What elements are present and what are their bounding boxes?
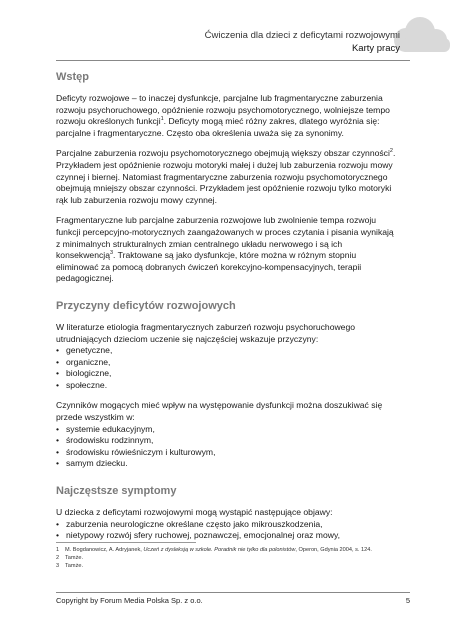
footnote-text: Tamże. xyxy=(65,555,84,562)
list-item xyxy=(56,380,400,392)
header-subtitle: Karty pracy xyxy=(351,43,400,54)
list-item xyxy=(56,424,400,436)
list-item-text: nietypowy rozwój sfery ruchowej, poznawczej, emocjonalnej oraz mowy, xyxy=(66,530,341,541)
list-item xyxy=(56,519,400,531)
footnote-number: 3 xyxy=(56,563,60,570)
paragraph: Czynników mogących mieć wpływ na występowanie dysfunkcji można doszukiwać się przede wszystkim w: xyxy=(56,400,383,423)
footnote-text: M. Bogdanowicz, A. Adryjanek, xyxy=(65,547,144,553)
main-content xyxy=(56,70,400,542)
bullet-icon: • xyxy=(56,345,60,356)
factors-list xyxy=(56,424,400,470)
footnote-number: 2 xyxy=(56,555,60,562)
footnote-divider xyxy=(56,542,196,543)
bullet-icon: • xyxy=(56,446,60,457)
list-item-text: zaburzenia neurologiczne określane często jako mikrouszkodzenia, xyxy=(66,518,323,529)
footnotes xyxy=(56,546,400,571)
paragraph-text: Fragmentaryczne lub parcjalne zaburzenia rozwojowe lub zwolnienie tempa rozwoju funkcji percepcyjno-motorycznych zaangażowanych w proces czytania i pisania wynikają z minimalnych strukturalnych zmian centralnego układu nerwowego i są ich konsekwencją xyxy=(56,215,394,261)
copyright-text: Copyright by Forum Media Polska Sp. z o.o. xyxy=(56,596,203,605)
paragraph: W literaturze etiologia fragmentarycznych zaburzeń rozwoju psychoruchowego utrudniających dzieciom uczenie się najczęściej wskazuje przyczyny: xyxy=(56,321,356,344)
footnote xyxy=(56,562,400,570)
list-item-text: systemie edukacyjnym, xyxy=(66,423,155,434)
footnote-ref: 1 xyxy=(160,116,164,123)
header-title: Ćwiczenia dla dzieci z deficytami rozwojowymi xyxy=(204,30,400,41)
paragraph-text: . Traktowane są jako dysfunkcje, które można w różnym stopniu eliminować za pomocą dobranych ćwiczeń korekcyjno-kompensacyjnych, terapii pedagogicznej. xyxy=(56,250,362,284)
list-item xyxy=(56,345,400,357)
bullet-icon: • xyxy=(56,530,60,541)
paragraph xyxy=(56,93,400,139)
list-item-text: biologiczne, xyxy=(66,368,112,379)
list-item xyxy=(56,447,400,459)
paragraph-text: . Deficyty mogą mieć różny zakres, dlatego wyróżnia się: parcjalne i fragmentaryczne. Często oba określenia uważa się za synonimy. xyxy=(56,116,380,138)
footnote-ref: 3 xyxy=(109,250,114,257)
footnote xyxy=(56,554,400,562)
footnote-text: , Operon, Gdynia 2004, s. 124. xyxy=(295,547,372,553)
bullet-icon: • xyxy=(56,518,60,529)
bullet-icon: • xyxy=(56,435,60,446)
section-heading-wstep: Wstęp xyxy=(56,71,89,83)
footnote-title: Uczeń z dysleksją w szkole. Poradnik nie tylko dla polonistów xyxy=(143,547,296,553)
list-item-text: organiczne, xyxy=(66,356,111,367)
paragraph xyxy=(56,215,400,285)
list-item xyxy=(56,368,400,380)
bullet-icon: • xyxy=(56,458,60,469)
list-item-text: społeczne. xyxy=(66,379,108,390)
footnote-number: 1 xyxy=(56,547,60,553)
section-heading-symptomy: Najczęstsze symptomy xyxy=(56,485,177,498)
header-divider xyxy=(56,60,410,61)
footnote xyxy=(56,546,400,554)
paragraph: U dziecka z deficytami rozwojowymi mogą wystąpić następujące objawy: xyxy=(56,507,333,518)
footnote-ref: 2 xyxy=(389,148,393,155)
paragraph-text: Parcjalne zaburzenia rozwoju psychomotorycznego obejmują większy obszar czynności xyxy=(56,148,390,159)
list-item xyxy=(56,458,400,470)
causes-list xyxy=(56,345,400,391)
list-item xyxy=(56,357,400,369)
bullet-icon: • xyxy=(56,368,60,379)
section-heading-przyczyny: Przyczyny deficytów rozwojowych xyxy=(56,299,236,312)
bullet-icon: • xyxy=(56,356,60,367)
paragraph-text: Deficyty rozwojowe – to inaczej dysfunkcje, parcjalne lub fragmentaryczne zaburzenia rozwoju psychoruchowego, opóźnienie rozwoju psychomotorycznego, wolniejsze tempo rozwoju określonych funkcji xyxy=(56,93,390,127)
list-item xyxy=(56,435,400,447)
footnote-text: Tamże. xyxy=(65,563,84,570)
paragraph xyxy=(56,148,400,206)
list-item-text: samym dziecku. xyxy=(66,458,128,469)
list-item xyxy=(56,530,400,542)
paragraph-text: . Przykładem jest opóźnienie rozwoju motoryki małej i dużej lub zaburzenia rozwoju mowy czynnej i biernej. Natomiast fragmentaryczne zaburzenia rozwoju psychomotorycznego obejmują mniejszy obszar czynności. Przykładem jest opóźnienie rozwoju tylko motoryki rąk lub zaburzenia rozwoju mowy czynnej. xyxy=(56,148,396,205)
footer-divider xyxy=(56,592,410,593)
list-item-text: genetyczne, xyxy=(66,345,113,356)
page-header xyxy=(56,30,400,55)
page-number: 5 xyxy=(405,596,410,605)
bullet-icon: • xyxy=(56,379,60,390)
bullet-icon: • xyxy=(56,423,60,434)
symptoms-list xyxy=(56,519,400,542)
list-item-text: środowisku rówieśniczym i kulturowym, xyxy=(66,446,216,457)
list-item-text: środowisku rodzinnym, xyxy=(66,435,154,446)
